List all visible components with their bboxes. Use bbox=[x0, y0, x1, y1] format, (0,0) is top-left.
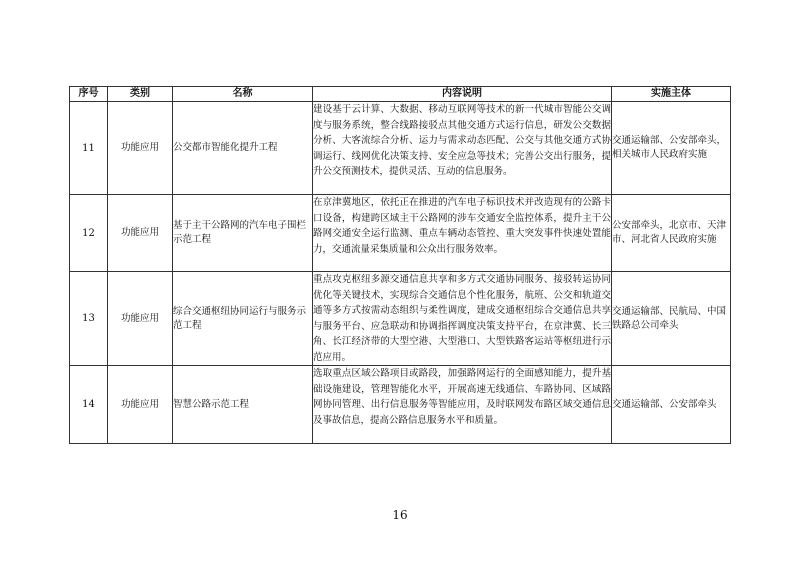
header-description: 内容说明 bbox=[313, 87, 612, 102]
row-description: 在京津冀地区，依托正在推进的汽车电子标识技术并改造现有的公路卡口设备，构建跨区域主干公路网的涉车交通安全监控体系，提升主干公路网交通安全运行监测、重点车辆动态管控、重大突发事件快速处置能力，交通流量采集质量和公众出行服务效率。 bbox=[313, 195, 612, 272]
header-no: 序号 bbox=[70, 87, 108, 102]
header-implementer: 实施主体 bbox=[612, 87, 731, 102]
row-implementer: 交通运输部、民航局、中国铁路总公司牵头 bbox=[612, 272, 731, 366]
table-row bbox=[70, 195, 731, 272]
row-description: 建设基于云计算、大数据、移动互联网等技术的新一代城市智能公交调度与服务系统，整合线路接驳点其他交通方式运行信息，研发公交数据分析、大客流综合分析、运力与需求动态匹配、公交与其他交通方式协调运行、线网优化决策支持、安全应急等技术；完善公交出行服务，提升公交预测技术，提供灵活、互动的信息服务。 bbox=[313, 102, 612, 195]
table-row bbox=[70, 366, 731, 444]
row-implementer: 交通运输部、公安部牵头，相关城市人民政府实施 bbox=[612, 102, 731, 195]
row-no: 11 bbox=[70, 102, 108, 195]
row-category: 功能应用 bbox=[108, 272, 173, 366]
table-row bbox=[70, 102, 731, 195]
row-name: 综合交通枢纽协同运行与服务示范工程 bbox=[173, 272, 313, 366]
row-category: 功能应用 bbox=[108, 102, 173, 195]
row-description: 选取重点区域公路项目或路段，加强路网运行的全面感知能力，提升基础设施建设，管理智能化水平，开展高速无线通信、车路协同、区域路网协同管理、出行信息服务等智能应用，及时联网发布路区域交通信息及事故信息，提高公路信息服务水平和质量。 bbox=[313, 366, 612, 444]
page-number: 16 bbox=[392, 508, 408, 522]
table-row bbox=[70, 272, 731, 366]
row-category: 功能应用 bbox=[108, 366, 173, 444]
row-description: 重点攻克枢纽多源交通信息共享和多方式交通协同服务、接驳转运协同优化等关键技术，实现综合交通信息个性化服务，航班、公交和轨道交通等多方式按需动态组织与柔性调度，建成交通枢纽综合交通信息共享与服务平台、应急联动和协调指挥调度决策支持平台，在京津冀、长三角、长江经济带的大型空港、大型港口、大型铁路客运站等枢纽进行示范应用。 bbox=[313, 272, 612, 366]
row-no: 14 bbox=[70, 366, 108, 444]
row-implementer: 公安部牵头，北京市、天津市、河北省人民政府实施 bbox=[612, 195, 731, 272]
row-no: 12 bbox=[70, 195, 108, 272]
row-name: 智慧公路示范工程 bbox=[173, 366, 313, 444]
table-header-row bbox=[70, 87, 731, 102]
header-category: 类别 bbox=[108, 87, 173, 102]
row-category: 功能应用 bbox=[108, 195, 173, 272]
row-name: 基于主干公路网的汽车电子围栏示范工程 bbox=[173, 195, 313, 272]
project-table bbox=[69, 86, 731, 444]
row-implementer: 交通运输部、公安部牵头 bbox=[612, 366, 731, 444]
row-name: 公交都市智能化提升工程 bbox=[173, 102, 313, 195]
header-name: 名称 bbox=[173, 87, 313, 102]
row-no: 13 bbox=[70, 272, 108, 366]
